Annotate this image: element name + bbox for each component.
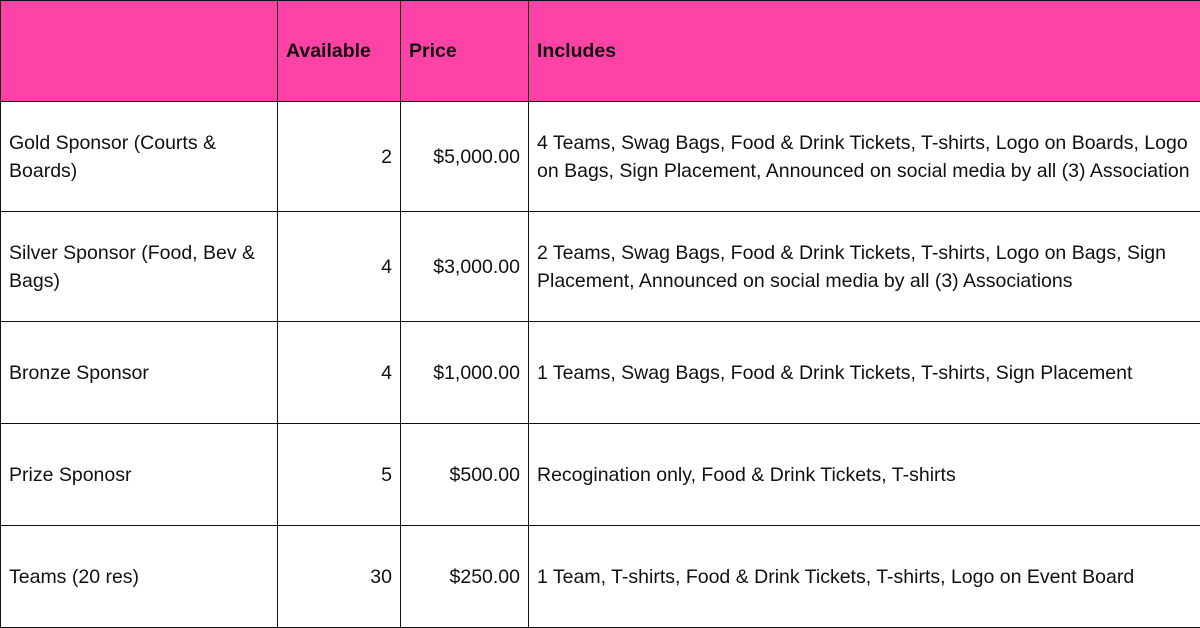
includes-cell: 1 Teams, Swag Bags, Food & Drink Tickets, T-shirts, Sign Placement — [529, 322, 1200, 424]
table-row — [1, 102, 1200, 212]
available-cell: 30 — [278, 526, 401, 628]
header-cell-tier — [1, 1, 278, 102]
includes-cell: 1 Team, T-shirts, Food & Drink Tickets, T-shirts, Logo on Event Board — [529, 526, 1200, 628]
available-cell: 5 — [278, 424, 401, 526]
header-row — [1, 1, 1200, 102]
available-cell: 2 — [278, 102, 401, 212]
tier-name-cell: Bronze Sponsor — [1, 322, 278, 424]
price-cell: $500.00 — [401, 424, 529, 526]
table-row — [1, 212, 1200, 322]
price-cell: $250.00 — [401, 526, 529, 628]
available-cell: 4 — [278, 322, 401, 424]
price-cell: $5,000.00 — [401, 102, 529, 212]
header-cell-price: Price — [401, 1, 529, 102]
tier-name-cell: Teams (20 res) — [1, 526, 278, 628]
table-row — [1, 424, 1200, 526]
includes-cell: 2 Teams, Swag Bags, Food & Drink Tickets, T-shirts, Logo on Bags, Sign Placement, Announced on social media by all (3) Associations — [529, 212, 1200, 322]
available-cell: 4 — [278, 212, 401, 322]
includes-cell: Recogination only, Food & Drink Tickets, T-shirts — [529, 424, 1200, 526]
table-row — [1, 526, 1200, 628]
includes-cell: 4 Teams, Swag Bags, Food & Drink Tickets, T-shirts, Logo on Boards, Logo on Bags, Sign Placement, Announced on social media by all (3) Association — [529, 102, 1200, 212]
header-cell-includes: Includes — [529, 1, 1200, 102]
header-cell-available: Available — [278, 1, 401, 102]
table-row — [1, 322, 1200, 424]
price-cell: $1,000.00 — [401, 322, 529, 424]
tier-name-cell: Prize Sponosr — [1, 424, 278, 526]
tier-name-cell: Gold Sponsor (Courts & Boards) — [1, 102, 278, 212]
price-cell: $3,000.00 — [401, 212, 529, 322]
tier-name-cell: Silver Sponsor (Food, Bev & Bags) — [1, 212, 278, 322]
